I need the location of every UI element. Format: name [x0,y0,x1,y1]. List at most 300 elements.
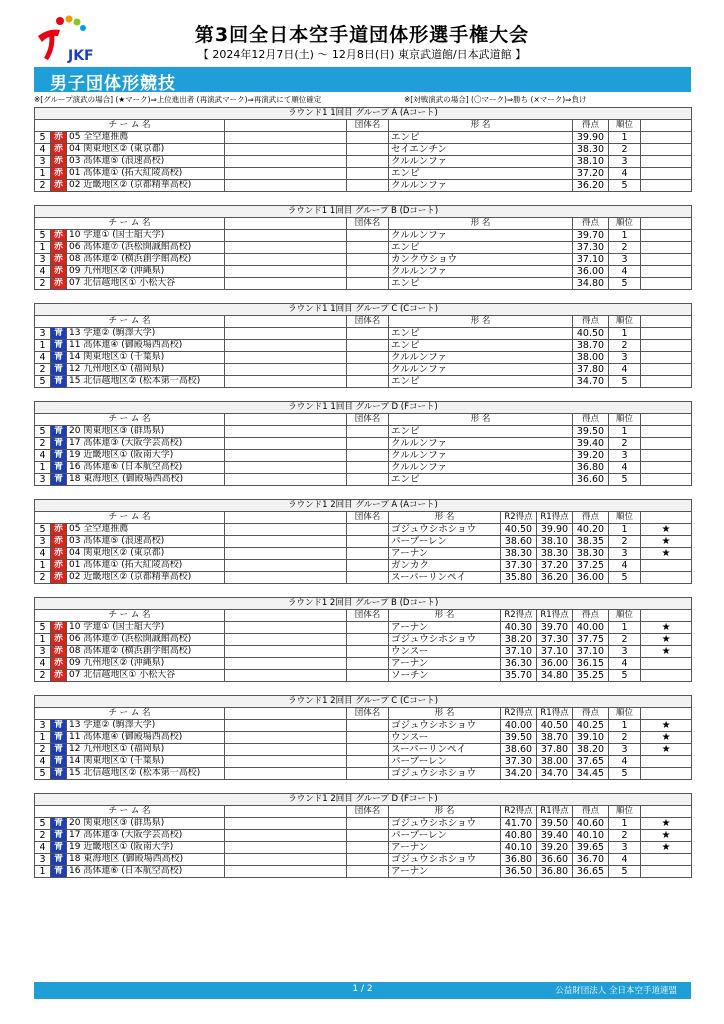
rank: 1 [609,230,641,242]
r1-score: 37.10 [537,646,573,658]
score: 40.20 [573,524,609,536]
results-table [34,695,692,780]
score: 36.00 [573,572,609,584]
blank-cell [225,132,347,144]
group-name-cell [347,524,389,536]
r2-score: 36.30 [501,658,537,670]
extra-cell [641,328,692,340]
table-header-row [35,610,692,622]
team-name: 16 高体連⑥ (日本航空高校) [67,462,225,474]
rank: 2 [609,536,641,548]
advance-star: ★ [641,818,692,830]
table-header-row [35,708,692,720]
seed-number: 5 [35,426,51,438]
r1-score: 39.20 [537,842,573,854]
seed-number: 4 [35,266,51,278]
table-row [35,622,692,634]
team-name: 17 高体連③ (大阪学芸高校) [67,830,225,842]
kata-name: エンピ [389,242,573,254]
seed-number: 5 [35,230,51,242]
blank-cell [225,622,347,634]
blank-cell [225,842,347,854]
table-row [35,438,692,450]
score: 36.70 [573,854,609,866]
blank-cell [225,438,347,450]
group-name-cell [347,364,389,376]
rank: 2 [609,340,641,352]
team-name: 02 近畿地区② (京都精華高校) [67,180,225,192]
svg-text:JKF: JKF [68,48,94,64]
extra-cell [641,474,692,486]
page-title: 第3回全日本空手道団体形選手権大会 [194,24,530,46]
table-header-row [35,218,692,230]
legend-notes [34,94,691,105]
table-header-row [35,512,692,524]
table-row [35,462,692,474]
blank-cell [225,732,347,744]
team-name: 11 高体連④ (御殿場西高校) [67,732,225,744]
seed-number: 4 [35,450,51,462]
side-badge: 赤 [51,658,67,670]
header-team: チ ー ム 名 [35,806,225,818]
header-kata: 形 名 [389,708,501,720]
blank-cell [225,144,347,156]
blank-cell [225,426,347,438]
header-extra [641,316,692,328]
advance-star [641,658,692,670]
table-caption-row [35,304,692,316]
results-table [34,303,692,388]
header-team: チ ー ム 名 [35,708,225,720]
table-caption-row [35,598,692,610]
blank-cell [225,756,347,768]
header-r2: R2得点 [501,806,537,818]
score: 39.20 [573,450,609,462]
rank: 3 [609,646,641,658]
blank-cell [225,830,347,842]
results-table [34,205,692,290]
kata-name: エンピ [389,376,573,388]
r1-score: 39.70 [537,622,573,634]
group-caption: ラウンド1 2回目 グループ D (Fコート) [35,794,692,806]
kata-name: クルルンファ [389,180,573,192]
team-name: 06 高体連⑦ (浜松開誠館高校) [67,242,225,254]
header-extra [641,610,692,622]
header-team: チ ー ム 名 [35,610,225,622]
seed-number: 4 [35,144,51,156]
header-r2: R2得点 [501,512,537,524]
score: 34.45 [573,768,609,780]
group-name-cell [347,180,389,192]
blank-cell [225,866,347,878]
rank: 3 [609,842,641,854]
r2-score: 40.80 [501,830,537,842]
rank: 3 [609,352,641,364]
blank-cell [225,156,347,168]
r2-score: 37.10 [501,646,537,658]
header-blank [225,806,347,818]
header-group-name: 団体名 [347,610,389,622]
table-row [35,376,692,388]
blank-cell [225,340,347,352]
header-score: 得点 [573,414,609,426]
blank-cell [225,818,347,830]
advance-star [641,854,692,866]
team-name: 20 関東地区③ (群馬県) [67,818,225,830]
side-badge: 青 [51,854,67,866]
r2-score: 38.60 [501,744,537,756]
header-r2: R2得点 [501,610,537,622]
score: 35.25 [573,670,609,682]
side-badge: 青 [51,450,67,462]
advance-star: ★ [641,536,692,548]
advance-star [641,866,692,878]
kata-name: アーナン [389,548,501,560]
score: 39.40 [573,438,609,450]
header-r1: R1得点 [537,512,573,524]
kata-name: クルルンファ [389,352,573,364]
group-name-cell [347,438,389,450]
team-name: 18 東海地区 (御殿場西高校) [67,474,225,486]
header-r2: R2得点 [501,708,537,720]
kata-name: アーナン [389,842,501,854]
seed-number: 1 [35,732,51,744]
side-badge: 赤 [51,634,67,646]
side-badge: 青 [51,830,67,842]
blank-cell [225,180,347,192]
table-row [35,230,692,242]
results-table [34,107,692,192]
table-row [35,866,692,878]
group-name-cell [347,450,389,462]
rank: 3 [609,450,641,462]
header-extra [641,512,692,524]
score: 37.30 [573,242,609,254]
group-name-cell [347,720,389,732]
kata-name: エンピ [389,426,573,438]
header-group-name: 団体名 [347,218,389,230]
group-name-cell [347,768,389,780]
blank-cell [225,524,347,536]
side-badge: 青 [51,744,67,756]
header-score: 得点 [573,708,609,720]
group-name-cell [347,352,389,364]
group-block [34,205,691,290]
header-rank: 順位 [609,512,641,524]
table-row [35,830,692,842]
extra-cell [641,278,692,290]
advance-star: ★ [641,744,692,756]
blank-cell [225,364,347,376]
header-r1: R1得点 [537,806,573,818]
seed-number: 1 [35,462,51,474]
kata-name: ソーチン [389,670,501,682]
advance-star [641,670,692,682]
table-row [35,156,692,168]
rank: 4 [609,168,641,180]
header-rank: 順位 [609,806,641,818]
table-row [35,548,692,560]
blank-cell [225,376,347,388]
kata-name: スーパーリンペイ [389,572,501,584]
header-group-name: 団体名 [347,414,389,426]
group-name-cell [347,548,389,560]
seed-number: 4 [35,352,51,364]
seed-number: 3 [35,536,51,548]
score: 36.00 [573,266,609,278]
blank-cell [225,352,347,364]
seed-number: 2 [35,670,51,682]
kata-name: セイエンチン [389,144,573,156]
table-caption-row [35,794,692,806]
blank-cell [225,266,347,278]
r1-score: 36.20 [537,572,573,584]
table-row [35,818,692,830]
header-blank [225,120,347,132]
rank: 2 [609,634,641,646]
score: 36.60 [573,474,609,486]
score: 36.15 [573,658,609,670]
r1-score: 36.60 [537,854,573,866]
score: 38.20 [573,744,609,756]
extra-cell [641,230,692,242]
r2-score: 41.70 [501,818,537,830]
header-score: 得点 [573,610,609,622]
rank: 3 [609,744,641,756]
seed-number: 3 [35,720,51,732]
score: 40.25 [573,720,609,732]
r2-score: 35.70 [501,670,537,682]
team-name: 12 九州地区① (福岡県) [67,744,225,756]
r1-score: 38.00 [537,756,573,768]
header-blank [225,708,347,720]
r2-score: 37.30 [501,756,537,768]
score: 38.70 [573,340,609,352]
score: 39.65 [573,842,609,854]
team-name: 14 関東地区① (千葉県) [67,352,225,364]
group-name-cell [347,536,389,548]
header-blank [225,610,347,622]
group-name-cell [347,670,389,682]
blank-cell [225,168,347,180]
group-caption: ラウンド1 1回目 グループ D (Fコート) [35,402,692,414]
kata-name: クルルンファ [389,438,573,450]
table-row [35,842,692,854]
blank-cell [225,450,347,462]
table-caption-row [35,206,692,218]
seed-number: 1 [35,866,51,878]
kata-name: アーナン [389,658,501,670]
extra-cell [641,132,692,144]
score: 40.50 [573,328,609,340]
group-block [34,499,691,584]
group-caption: ラウンド1 2回目 グループ A (Aコート) [35,500,692,512]
extra-cell [641,352,692,364]
advance-star: ★ [641,830,692,842]
score: 39.90 [573,132,609,144]
side-badge: 赤 [51,536,67,548]
team-name: 10 学連① (国士舘大学) [67,622,225,634]
kata-name: ゴジュウシホショウ [389,720,501,732]
r1-score: 36.00 [537,658,573,670]
seed-number: 2 [35,438,51,450]
seed-number: 1 [35,634,51,646]
team-name: 07 北信越地区① 小松大谷 [67,670,225,682]
kata-name: エンピ [389,328,573,340]
side-badge: 赤 [51,156,67,168]
rank: 4 [609,854,641,866]
rank: 4 [609,462,641,474]
header-team: チ ー ム 名 [35,316,225,328]
score: 36.65 [573,866,609,878]
header-kata: 形 名 [389,218,573,230]
kata-name: クルルンファ [389,266,573,278]
header-team: チ ー ム 名 [35,414,225,426]
kata-name: カンクウショウ [389,254,573,266]
rank: 4 [609,756,641,768]
header-score: 得点 [573,120,609,132]
r2-score: 38.20 [501,634,537,646]
seed-number: 5 [35,622,51,634]
group-caption: ラウンド1 2回目 グループ B (Dコート) [35,598,692,610]
r2-score: 40.50 [501,524,537,536]
table-header-row [35,316,692,328]
team-name: 19 近畿地区① (阪南大学) [67,450,225,462]
advance-star: ★ [641,548,692,560]
table-row [35,768,692,780]
header-rank: 順位 [609,120,641,132]
side-badge: 赤 [51,548,67,560]
extra-cell [641,156,692,168]
table-header-row [35,120,692,132]
kata-name: パープーレン [389,756,501,768]
seed-number: 5 [35,768,51,780]
blank-cell [225,254,347,266]
score: 39.50 [573,426,609,438]
note-match: ※[対戦演武の場合] (〇マーク)⇒勝ち (×マーク)⇒負け [404,95,587,104]
results-table [34,597,692,682]
team-name: 01 高体連① (拓大紅陵高校) [67,560,225,572]
seed-number: 1 [35,560,51,572]
blank-cell [225,230,347,242]
team-name: 02 近畿地区② (京都精華高校) [67,572,225,584]
team-name: 18 東海地区 (御殿場西高校) [67,854,225,866]
blank-cell [225,670,347,682]
side-badge: 青 [51,364,67,376]
table-row [35,132,692,144]
rank: 3 [609,156,641,168]
table-caption-row [35,402,692,414]
seed-number: 3 [35,646,51,658]
r1-score: 40.50 [537,720,573,732]
group-name-cell [347,462,389,474]
header-team: チ ー ム 名 [35,512,225,524]
kata-name: クルルンファ [389,462,573,474]
score: 39.70 [573,230,609,242]
score: 38.35 [573,536,609,548]
r1-score: 34.70 [537,768,573,780]
table-row [35,180,692,192]
group-name-cell [347,842,389,854]
header-kata: 形 名 [389,316,573,328]
side-badge: 赤 [51,132,67,144]
extra-cell [641,254,692,266]
r2-score: 40.30 [501,622,537,634]
side-badge: 青 [51,720,67,732]
rank: 5 [609,474,641,486]
header-extra [641,120,692,132]
rank: 5 [609,866,641,878]
team-name: 03 高体連⑤ (浪速高校) [67,536,225,548]
r1-score: 37.80 [537,744,573,756]
team-name: 14 関東地区① (千葉県) [67,756,225,768]
score: 37.25 [573,560,609,572]
header-team: チ ー ム 名 [35,218,225,230]
group-name-cell [347,756,389,768]
team-name: 09 九州地区② (沖縄県) [67,658,225,670]
table-row [35,328,692,340]
group-block [34,695,691,780]
score: 34.70 [573,376,609,388]
group-block [34,401,691,486]
note-group: ※[グループ演武の場合] (★マーク)⇒上位進出者 (再演武マーク)⇒再演武にて順位確定 [34,95,322,104]
blank-cell [225,720,347,732]
seed-number: 2 [35,830,51,842]
blank-cell [225,548,347,560]
score: 37.80 [573,364,609,376]
seed-number: 2 [35,572,51,584]
table-row [35,426,692,438]
blank-cell [225,242,347,254]
organization-name: 公益財団法人 全日本空手道連盟 [555,986,677,996]
r1-score: 38.70 [537,732,573,744]
header-group-name: 団体名 [347,708,389,720]
rank: 2 [609,830,641,842]
header-rank: 順位 [609,708,641,720]
side-badge: 青 [51,340,67,352]
extra-cell [641,364,692,376]
side-badge: 青 [51,438,67,450]
header-extra [641,708,692,720]
group-name-cell [347,658,389,670]
header-rank: 順位 [609,414,641,426]
advance-star: ★ [641,720,692,732]
kata-name: ウンスー [389,732,501,744]
score: 39.10 [573,732,609,744]
table-row [35,646,692,658]
group-name-cell [347,744,389,756]
table-row [35,658,692,670]
seed-number: 3 [35,854,51,866]
r2-score: 36.80 [501,854,537,866]
header-group-name: 団体名 [347,806,389,818]
header-team: チ ー ム 名 [35,120,225,132]
group-caption: ラウンド1 1回目 グループ A (Aコート) [35,108,692,120]
side-badge: 赤 [51,180,67,192]
header-r1: R1得点 [537,610,573,622]
header-group-name: 団体名 [347,512,389,524]
table-row [35,242,692,254]
group-name-cell [347,254,389,266]
side-badge: 青 [51,426,67,438]
header-group-name: 団体名 [347,120,389,132]
side-badge: 赤 [51,266,67,278]
score: 38.10 [573,156,609,168]
side-badge: 青 [51,462,67,474]
header-score: 得点 [573,512,609,524]
section-title: 男子団体形競技 [50,74,176,94]
team-name: 03 高体連⑤ (浪速高校) [67,156,225,168]
